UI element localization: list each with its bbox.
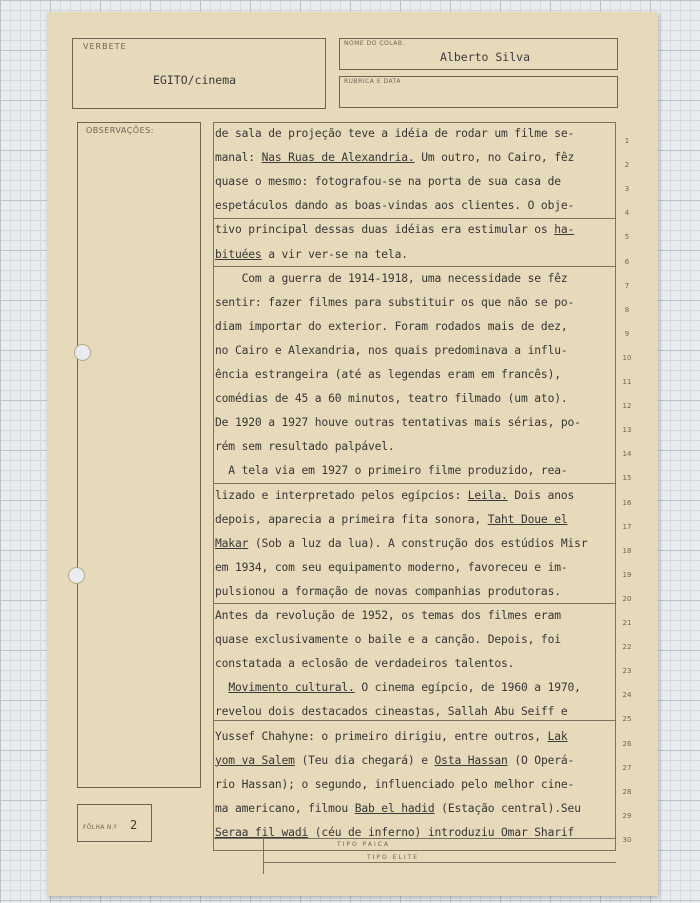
underlined-title: Movimento cultural. (228, 681, 355, 695)
typed-text: O cinema egípcio, de 1960 a 1970, (354, 681, 581, 695)
tipo-elite-line (263, 862, 616, 863)
underlined-title: Osta Hassan (434, 753, 508, 767)
line-number: 22 (622, 643, 632, 652)
typed-line (215, 778, 615, 791)
typed-text: Dois anos (507, 488, 575, 502)
typed-line (215, 754, 615, 767)
typed-text: (Estação central).Seu (434, 801, 581, 815)
typed-line (215, 730, 615, 743)
line-number: 15 (622, 474, 632, 483)
section-line-4 (213, 603, 616, 604)
line-number: 24 (622, 691, 632, 700)
line-number: 13 (622, 426, 632, 435)
tipo-paica-label: TIPO PAICA (337, 841, 391, 848)
typed-text: De 1920 a 1927 houve outras tentativas mais sérias, po- (215, 416, 581, 430)
line-number: 10 (622, 353, 632, 362)
typed-text: pulsionou a formação de novas companhias produtoras. (215, 584, 561, 598)
line-number: 11 (622, 378, 632, 386)
line-number: 14 (622, 450, 632, 459)
underlined-title: bituées (215, 247, 262, 261)
tipo-elite-label: TIPO ELITE (367, 854, 420, 861)
typed-text: em 1934, com seu equipamento moderno, favoreceu e im- (215, 560, 568, 574)
typed-text (215, 681, 228, 694)
typed-line (215, 561, 615, 574)
typed-text: no Cairo e Alexandria, nos quais predominava a influ- (215, 343, 568, 357)
line-number: 16 (622, 498, 632, 507)
typed-text: manal: (215, 151, 262, 165)
underlined-title: Nas Ruas de Alexandria. (261, 151, 415, 165)
section-line-2 (213, 266, 616, 267)
typed-text: Um outro, no Cairo, fêz (414, 151, 575, 165)
line-number: 8 (624, 305, 630, 314)
punch-hole-top (74, 344, 91, 361)
typed-line (215, 537, 615, 550)
underlined-title: Leila. (467, 488, 508, 502)
typed-text: ência estrangeira (até as legendas eram em francês), (215, 368, 561, 381)
nome-colab-value: Alberto Silva (440, 50, 531, 64)
section-line-1 (213, 218, 616, 219)
typed-line (215, 199, 615, 212)
folha-value: 2 (130, 818, 138, 832)
line-number: 12 (622, 402, 632, 411)
observacoes-label: OBSERVAÇÕES: (86, 126, 154, 135)
typed-text: ma americano, filmou (215, 801, 355, 815)
line-number: 21 (622, 619, 632, 627)
underlined-title: Seraa fil wadi (215, 825, 309, 839)
line-number: 3 (624, 185, 630, 194)
typed-text: revelou dois destacados cineastas, Sallah Abu Seiff e (215, 705, 568, 719)
line-number: 29 (622, 811, 632, 820)
rubrica-data-label: RUBRICA E DATA (344, 78, 401, 85)
typed-text: (Sob a luz da lua). A construção dos estúdios Misr (248, 536, 588, 550)
typed-line (215, 151, 615, 164)
folha-label: FÔLHA N.º (83, 824, 117, 831)
typed-text: sentir: fazer filmes para substituir os que não se po- (215, 295, 575, 309)
typed-text: depois, aparecia a primeira fita sonora, (215, 512, 488, 526)
typed-line (215, 127, 615, 140)
typed-page (47, 12, 658, 896)
typed-text: rém sem resultado palpável. (215, 440, 395, 454)
typed-line (215, 440, 615, 453)
folha-box (77, 804, 152, 842)
underlined-title: ha- (554, 223, 575, 237)
typed-line (215, 705, 615, 718)
typed-text: de sala de projeção teve a idéia de rodar um filme se- (215, 127, 575, 140)
verbete-value: EGITO/cinema (153, 73, 237, 87)
text-area-right-border (615, 122, 616, 850)
typed-line (215, 320, 615, 333)
nome-colab-label: NOME DO COLAB. (344, 40, 405, 47)
line-number: 9 (624, 329, 630, 338)
typed-line (215, 416, 615, 429)
line-number: 18 (622, 546, 632, 555)
line-number: 17 (622, 522, 632, 531)
typed-text: tivo principal dessas duas idéias era estimular os (215, 223, 555, 237)
typed-line (215, 802, 615, 815)
typed-line (215, 513, 615, 526)
typed-line (215, 368, 615, 381)
verbete-box (72, 38, 326, 109)
typed-line (215, 609, 615, 622)
typed-text: espetáculos dando as boas-vindas aos clientes. O obje- (215, 199, 575, 213)
typed-line (215, 464, 615, 477)
line-number: 30 (622, 835, 632, 844)
underlined-title: Lak (547, 729, 568, 743)
typed-text: Com a guerra de 1914-1918, uma necessidade se fêz (215, 271, 568, 285)
typed-line (215, 489, 615, 502)
nome-colab-box (339, 38, 618, 70)
typed-text: quase exclusivamente o baile e a canção. Depois, foi (215, 633, 561, 647)
underlined-title: yom va Salem (215, 753, 295, 767)
typed-line (215, 296, 615, 309)
typed-text: Yussef Chahyne: o primeiro dirigiu, entre outros, (215, 729, 548, 743)
line-number: 7 (624, 281, 630, 290)
typed-text: Antes da revolução de 1952, os temas dos filmes eram (215, 609, 561, 622)
typed-text: a vir ver-se na tela. (261, 247, 408, 261)
line-number: 23 (622, 667, 632, 676)
typed-line (215, 392, 615, 405)
line-number: 27 (622, 763, 632, 772)
typed-line (215, 633, 615, 646)
typed-text: quase o mesmo: fotografou-se na porta de sua casa de (215, 175, 561, 189)
line-number: 4 (624, 209, 630, 218)
typed-text: comédias de 45 a 60 minutos, teatro filmado (um ato). (215, 392, 568, 406)
text-area-left-border (213, 122, 214, 850)
line-number: 25 (622, 715, 632, 724)
typed-line (215, 272, 615, 285)
typed-text: (O Operá- (507, 753, 575, 767)
typed-line (215, 826, 615, 839)
line-number: 20 (622, 594, 632, 603)
typed-line (215, 585, 615, 598)
typed-line (215, 223, 615, 236)
line-number: 6 (624, 257, 630, 266)
verbete-label: VERBETE (83, 42, 127, 51)
section-line-5 (213, 720, 616, 721)
typed-line (215, 248, 615, 261)
typed-text: rio Hassan); o segundo, influenciado pelo melhor cine- (215, 777, 575, 791)
typed-text: (Teu dia chegará) e (294, 753, 435, 767)
line-number: 19 (622, 570, 632, 579)
line-number: 26 (622, 739, 632, 748)
underlined-title: Makar (215, 536, 249, 550)
typed-text: diam importar do exterior. Foram rodados mais de dez, (215, 319, 568, 333)
rubrica-data-box (339, 76, 618, 108)
line-number: 5 (624, 233, 630, 242)
line-number: 1 (624, 137, 630, 145)
typed-line (215, 175, 615, 188)
typed-line (215, 657, 615, 670)
tipo-paica-line (213, 850, 616, 851)
typed-line (215, 681, 615, 694)
punch-hole-bottom (68, 567, 85, 584)
observacoes-box (77, 122, 201, 788)
line-number: 28 (622, 787, 632, 796)
line-number: 2 (624, 161, 630, 170)
underlined-title: Bab el hadid (354, 801, 435, 815)
typed-text: lizado e interpretado pelos egípcios: (215, 488, 468, 502)
section-line-3 (213, 483, 616, 484)
typed-line (215, 344, 615, 357)
text-area-top-border (213, 122, 616, 123)
typed-text: A tela via em 1927 o primeiro filme produzido, rea- (215, 464, 568, 478)
underlined-title: Taht Doue el (487, 512, 568, 526)
typed-text: (céu de inferno) introduziu Omar Sharif (308, 825, 575, 839)
tipo-elite-left-border (263, 838, 264, 874)
typed-text: constatada a eclosão de verdadeiros talentos. (215, 657, 515, 671)
